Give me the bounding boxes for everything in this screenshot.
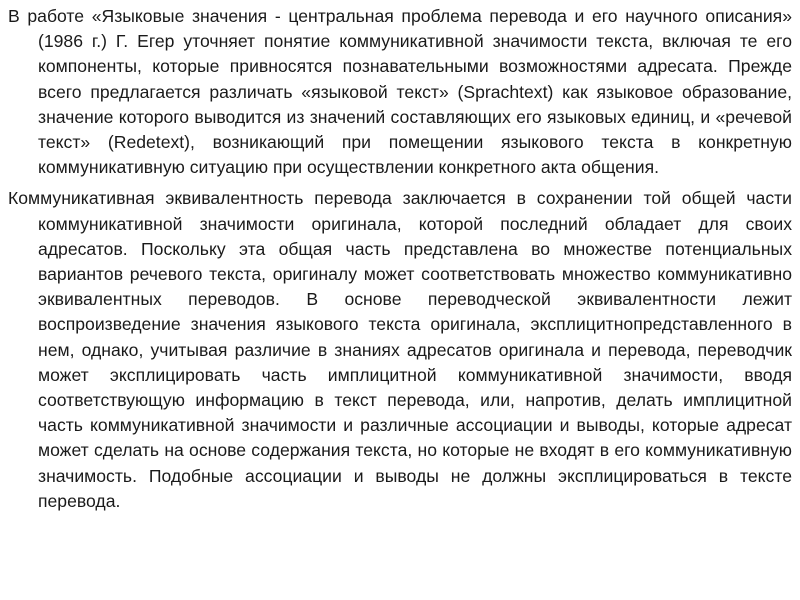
- text-body: [8, 4, 792, 520]
- paragraph-1: В работе «Языковые значения - центральная проблема перевода и его научного описания» (1986 г.) Г. Егер уточняет понятие коммуникативной значимости текста, включая те его компоненты, которые привносятся познавательными возможностями адресата. Прежде всего предлагается различать «языковой текст» (Sprachtext) как языковое образование, значение которого выводится из значений составляющих его языковых единиц, и «речевой текст» (Redetext), возникающий при помещении языкового текста в конкретную коммуникативную ситуацию при осуществлении конкретного акта общения.: [8, 6, 792, 178]
- paragraph-2: Коммуникативная эквивалентность перевода заключается в сохранении той общей части коммуникативной значимости оригинала, которой последний обладает для своих адресатов. Поскольку эта общая часть представлена во множестве потенциальных вариантов речевого текста, оригиналу может соответствовать множество коммуникативно эквивалентных переводов. В основе переводческой эквивалентности лежит воспроизведение значения языкового текста оригинала, эксплицитнопредставленного в нем, однако, учитывая различие в знаниях адресатов оригинала и перевода, переводчик может эксплицировать часть имплицитной коммуникативной значимости, вводя соответствующую информацию в текст перевода, или, напротив, делать имплицитной часть коммуникативной значимости и различные ассоциации и выводы, которые адресат может сделать на основе содержания текста, но которые не входят в его коммуникативную значимость. Подобные ассоциации и выводы не должны эксплицироваться в тексте перевода.: [8, 188, 792, 511]
